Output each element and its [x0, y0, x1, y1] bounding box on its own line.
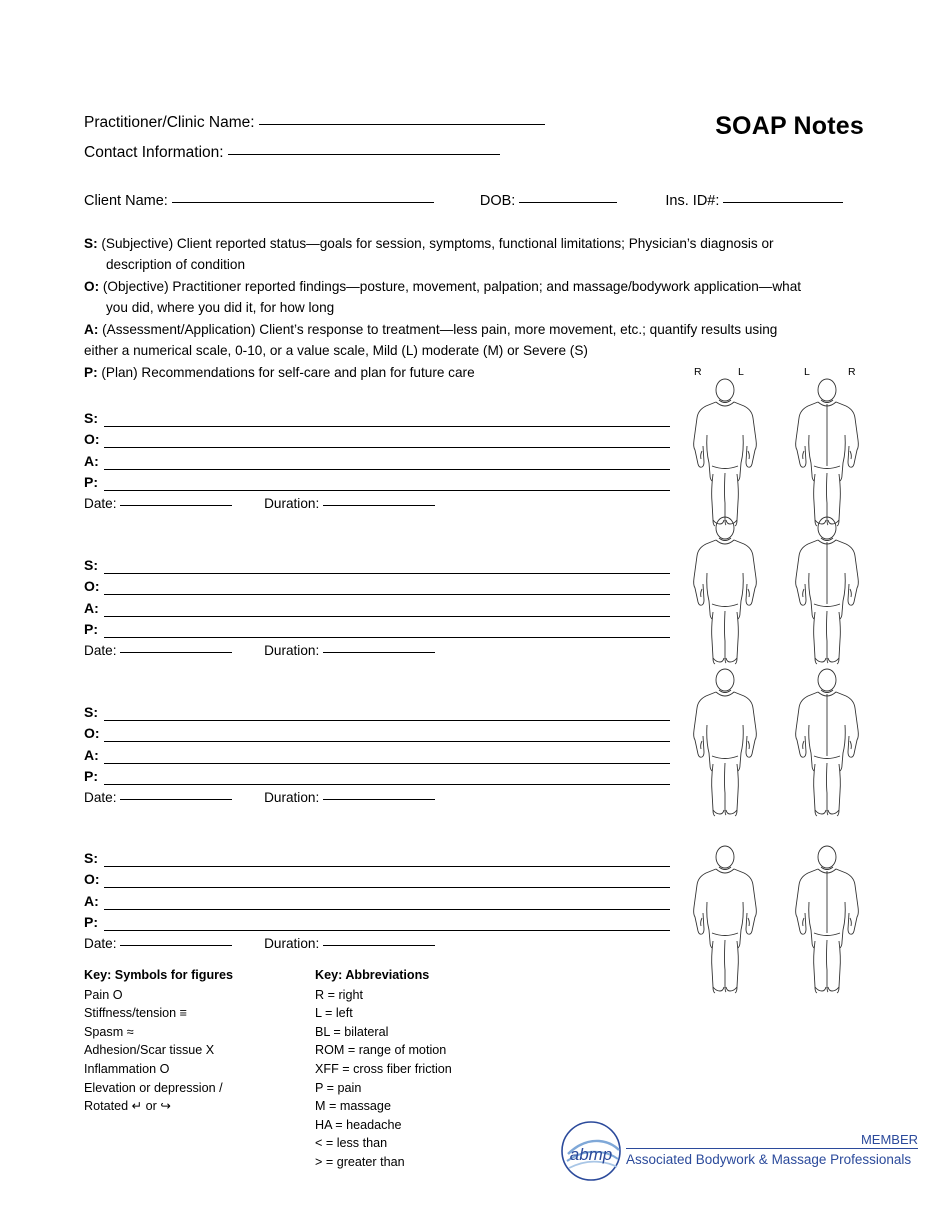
- session-entry-4: [84, 845, 670, 951]
- dob-input[interactable]: [519, 202, 617, 203]
- body-figure-front-2[interactable]: [682, 516, 768, 668]
- dob-field: [480, 193, 617, 209]
- entry-2-assessment-line[interactable]: [84, 595, 670, 617]
- key-abbreviation-item: ROM = range of motion: [315, 1043, 447, 1058]
- body-figures-3[interactable]: [676, 668, 871, 820]
- session-entry-2: [84, 552, 670, 658]
- entry-4-p-label: P:: [84, 914, 98, 930]
- key-symbol-item: Adhesion/Scar tissue X: [84, 1043, 215, 1058]
- legend-p-text: (Plan) Recommendations for self-care and plan for future care: [101, 365, 475, 380]
- entry-1-duration-input[interactable]: [323, 505, 435, 506]
- body-figure-back-3[interactable]: [784, 668, 870, 820]
- figure-orientation-marks-1: [676, 366, 871, 378]
- key-symbol-item: Elevation or depression /: [84, 1080, 223, 1095]
- key-symbol-item: Inflammation O: [84, 1061, 170, 1076]
- legend-assessment: [84, 320, 814, 361]
- session-entry-3: [84, 699, 670, 805]
- entry-2-p-label: P:: [84, 621, 98, 637]
- practitioner-label: Practitioner/Clinic Name:: [84, 114, 255, 131]
- legend-s-key: S:: [84, 236, 98, 251]
- entry-1-p-label: P:: [84, 474, 98, 490]
- organization-name: Associated Bodywork & Massage Professionals: [626, 1152, 912, 1167]
- key-symbol-item: Spasm ≈: [84, 1024, 134, 1039]
- figure-pair-1[interactable]: [676, 378, 871, 530]
- entry-2-o-input[interactable]: [104, 578, 670, 595]
- entry-1-o-input[interactable]: [104, 431, 670, 448]
- client-name-label: Client Name:: [84, 193, 168, 209]
- entry-3-p-input[interactable]: [104, 768, 670, 785]
- figure-pair-2[interactable]: [676, 516, 871, 668]
- entry-2-a-label: A:: [84, 599, 99, 616]
- entry-3-meta-row: [84, 790, 670, 805]
- entry-4-o-label: O:: [84, 871, 100, 887]
- key-abbreviation-item: > = greater than: [315, 1154, 405, 1169]
- entry-2-subjective-line[interactable]: [84, 552, 670, 574]
- entry-2-duration-label: Duration:: [264, 643, 320, 658]
- entry-1-objective-line[interactable]: [84, 427, 670, 449]
- key-abbreviation-item: P = pain: [315, 1080, 362, 1095]
- entry-3-p-label: P:: [84, 768, 98, 784]
- entry-1-subjective-line[interactable]: [84, 405, 670, 427]
- entry-2-s-label: S:: [84, 556, 98, 573]
- entry-4-s-input[interactable]: [104, 850, 670, 867]
- entry-2-a-input[interactable]: [104, 600, 670, 617]
- legend-o-text: (Objective) Practitioner reported findings—posture, movement, palpation; and massage/bodywork application—what you did, where you did it, for how long: [102, 279, 802, 315]
- entry-3-objective-line[interactable]: [84, 721, 670, 743]
- contact-input[interactable]: [228, 154, 500, 155]
- entry-4-o-input[interactable]: [104, 871, 670, 888]
- entry-4-duration-label: Duration:: [264, 936, 320, 951]
- key-symbol-item: Stiffness/tension ≡: [84, 1006, 188, 1021]
- client-name-field: [84, 193, 434, 209]
- key-symbol-item: Pain O: [84, 987, 123, 1002]
- entry-4-plan-line[interactable]: [84, 910, 670, 932]
- figure-pair-4[interactable]: [676, 845, 871, 997]
- footer: [560, 1112, 920, 1184]
- body-figure-back-4[interactable]: [784, 845, 870, 997]
- legend-s-text: (Subjective) Client reported status—goals for session, symptoms, functional limitations; Physician’s diagnosis or description of condition: [101, 236, 774, 272]
- body-figure-front-4[interactable]: [682, 845, 768, 997]
- entry-2-meta-row: [84, 643, 670, 658]
- key-symbols-column: [84, 966, 334, 1116]
- entry-3-assessment-line[interactable]: [84, 742, 670, 764]
- key-abbreviation-item: XFF = cross fiber friction: [315, 1061, 452, 1076]
- insurance-id-label: Ins. ID#:: [665, 193, 720, 209]
- entry-4-date-label: Date:: [84, 936, 117, 951]
- svg-text:abmp: abmp: [569, 1145, 613, 1164]
- entry-4-meta-row: [84, 936, 670, 951]
- page-title: SOAP Notes: [715, 112, 864, 140]
- legend-o-key: O:: [84, 279, 100, 294]
- entry-1-meta-row: [84, 496, 670, 511]
- entry-4-a-input[interactable]: [104, 893, 670, 910]
- entry-3-subjective-line[interactable]: [84, 699, 670, 721]
- mark-front-left-1: R: [694, 366, 702, 378]
- entry-2-s-input[interactable]: [104, 557, 670, 574]
- entry-3-s-label: S:: [84, 703, 98, 720]
- entry-2-plan-line[interactable]: [84, 617, 670, 639]
- entry-1-assessment-line[interactable]: [84, 448, 670, 470]
- entry-4-p-input[interactable]: [104, 914, 670, 931]
- entry-2-duration-input[interactable]: [323, 652, 435, 653]
- key-abbreviation-item: R = right: [315, 987, 363, 1002]
- key-abbreviation-item: HA = headache: [315, 1117, 402, 1132]
- entry-1-o-label: O:: [84, 431, 100, 447]
- body-figures-4[interactable]: [676, 845, 871, 997]
- entry-4-subjective-line[interactable]: [84, 845, 670, 867]
- key-abbreviation-item: M = massage: [315, 1099, 391, 1114]
- client-name-input[interactable]: [172, 202, 434, 203]
- entry-3-date-input[interactable]: [120, 799, 232, 800]
- entry-1-date-input[interactable]: [120, 505, 232, 506]
- mark-back-left-1: L: [804, 366, 810, 378]
- key-symbols-heading: Key: Symbols for figures: [84, 968, 234, 982]
- key-abbreviation-item: BL = bilateral: [315, 1024, 389, 1039]
- abmp-logo: [560, 1120, 622, 1187]
- entry-4-objective-line[interactable]: [84, 867, 670, 889]
- key-abbreviations-heading: Key: Abbreviations: [315, 968, 430, 982]
- entry-3-a-label: A:: [84, 746, 99, 763]
- entry-3-o-input[interactable]: [104, 725, 670, 742]
- practitioner-input[interactable]: [259, 124, 545, 125]
- entry-4-a-label: A:: [84, 892, 99, 909]
- entry-3-duration-input[interactable]: [323, 799, 435, 800]
- body-figures-1[interactable]: [676, 366, 871, 530]
- contact-label: Contact Information:: [84, 144, 224, 161]
- member-label: MEMBER: [860, 1132, 918, 1147]
- entry-3-o-label: O:: [84, 725, 100, 741]
- entry-1-plan-line[interactable]: [84, 470, 670, 492]
- footer-divider: [626, 1148, 918, 1149]
- entry-1-date-label: Date:: [84, 496, 117, 511]
- legend-objective: [84, 277, 814, 318]
- entry-3-plan-line[interactable]: [84, 764, 670, 786]
- legend-p-key: P:: [84, 365, 98, 380]
- entry-4-assessment-line[interactable]: [84, 888, 670, 910]
- soap-legend: [84, 234, 814, 386]
- legend-subjective: [84, 234, 814, 275]
- entry-1-s-label: S:: [84, 409, 98, 426]
- entry-3-date-label: Date:: [84, 790, 117, 805]
- session-entry-1: [84, 405, 670, 511]
- body-figure-back-2[interactable]: [784, 516, 870, 668]
- entry-3-s-input[interactable]: [104, 704, 670, 721]
- key-abbreviation-item: L = left: [315, 1006, 353, 1021]
- legend-a-key: A:: [84, 322, 99, 337]
- entry-4-duration-input[interactable]: [323, 945, 435, 946]
- insurance-id-input[interactable]: [723, 202, 843, 203]
- body-figure-front-3[interactable]: [682, 668, 768, 820]
- entry-2-date-input[interactable]: [120, 652, 232, 653]
- entry-1-a-label: A:: [84, 452, 99, 469]
- insurance-id-field: [665, 193, 843, 209]
- body-figure-back-1[interactable]: [784, 378, 870, 530]
- body-figure-front-1[interactable]: [682, 378, 768, 530]
- key-symbol-item: Rotated ↵ or ↪: [84, 1099, 171, 1114]
- entry-2-date-label: Date:: [84, 643, 117, 658]
- key-abbreviation-item: < = less than: [315, 1136, 388, 1151]
- entry-4-s-label: S:: [84, 849, 98, 866]
- body-figures-2[interactable]: [676, 516, 871, 668]
- entry-3-duration-label: Duration:: [264, 790, 320, 805]
- mark-back-right-1: R: [848, 366, 856, 378]
- entry-2-o-label: O:: [84, 578, 100, 594]
- figure-pair-3[interactable]: [676, 668, 871, 820]
- entry-2-p-input[interactable]: [104, 621, 670, 638]
- contact-row: [84, 138, 864, 168]
- entry-1-s-input[interactable]: [104, 410, 670, 427]
- entry-1-p-input[interactable]: [104, 474, 670, 491]
- dob-label: DOB:: [479, 193, 516, 209]
- entry-4-date-input[interactable]: [120, 945, 232, 946]
- entry-1-duration-label: Duration:: [264, 496, 320, 511]
- entry-2-objective-line[interactable]: [84, 574, 670, 596]
- mark-front-right-1: L: [738, 366, 744, 378]
- entry-1-a-input[interactable]: [104, 453, 670, 470]
- client-info-row: [84, 193, 874, 209]
- legend-a-text: (Assessment/Application) Client’s response to treatment—less pain, more movement, etc.; quantify results using either a numerical scale, 0-10, or a value scale, Mild (L) moderate (M) or Severe (S): [84, 322, 778, 358]
- entry-3-a-input[interactable]: [104, 747, 670, 764]
- document-header: [84, 108, 864, 168]
